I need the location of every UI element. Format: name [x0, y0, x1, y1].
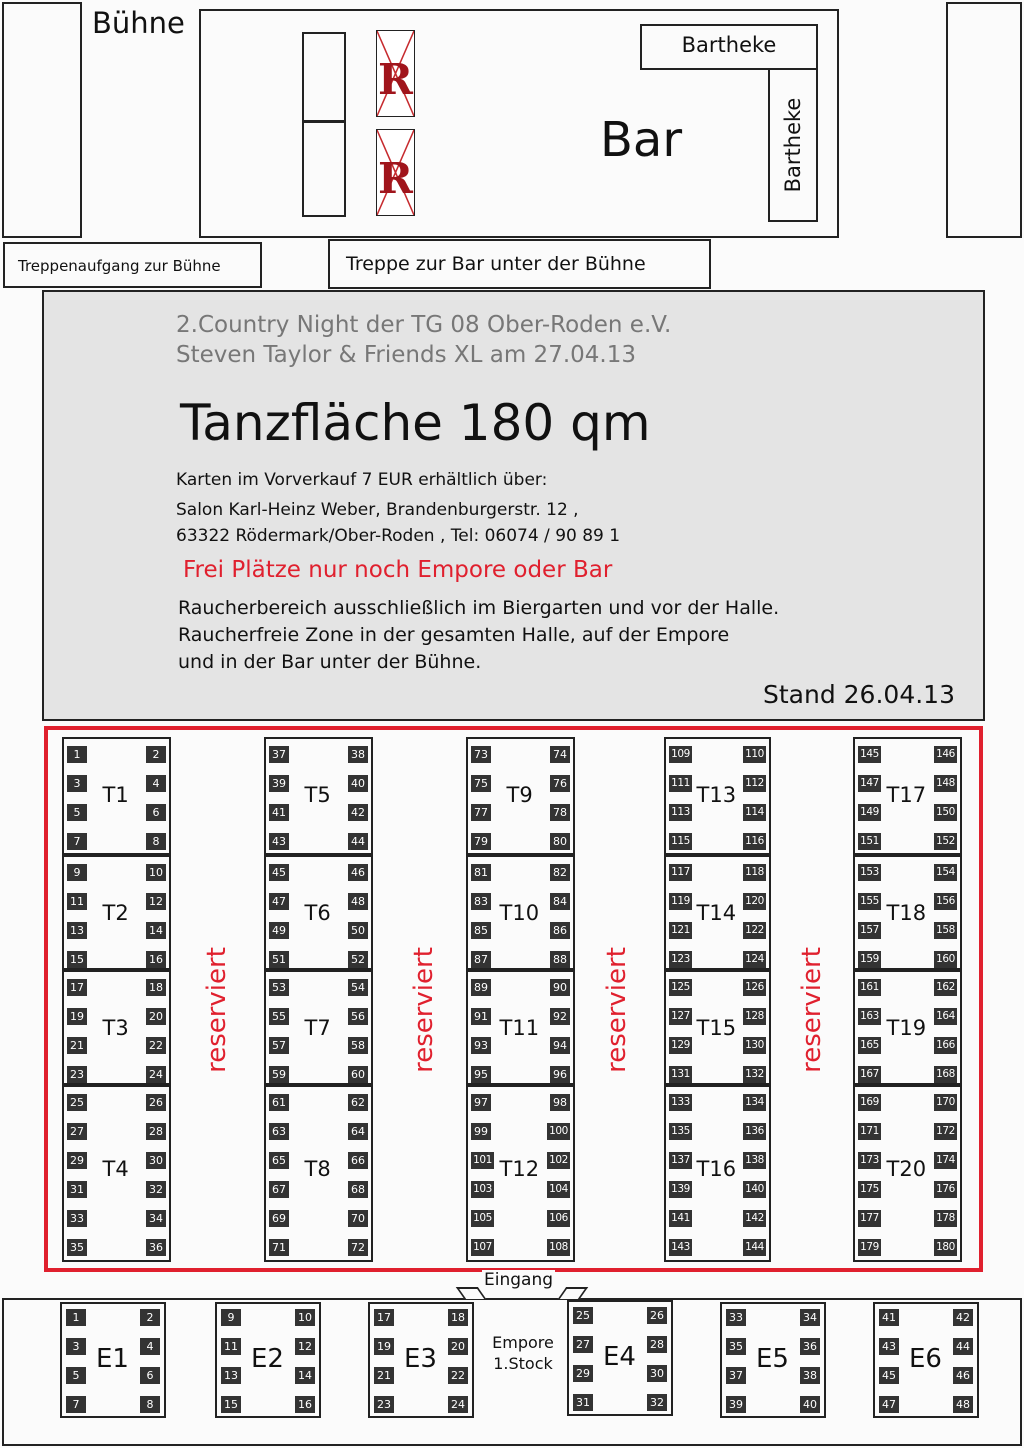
- seat-number: 153: [858, 864, 881, 881]
- seat-number: 11: [221, 1338, 241, 1355]
- seat-number: 179: [858, 1239, 881, 1256]
- seat-number: 13: [221, 1367, 241, 1384]
- smoking-note-2: Raucherfreie Zone in der gesamten Halle, auf der Empore: [178, 624, 730, 646]
- seat-number: 43: [269, 833, 289, 850]
- table-label: T14: [696, 901, 737, 925]
- table-label: T8: [304, 1157, 331, 1181]
- seat-number: 96: [550, 1066, 570, 1083]
- table-label: T5: [304, 783, 331, 807]
- event-title: 2.Country Night der TG 08 Ober-Roden e.V.: [176, 312, 672, 338]
- seat-number: 174: [934, 1152, 957, 1169]
- entrance-label: Eingang: [484, 1270, 554, 1290]
- seat-number: 4: [140, 1338, 160, 1355]
- seat-number: 111: [669, 775, 692, 792]
- seat-number: 166: [934, 1037, 957, 1054]
- seat-number: 27: [573, 1336, 593, 1353]
- seat-number: 32: [146, 1181, 166, 1198]
- seat-number: 38: [348, 746, 368, 763]
- seat-number: 22: [146, 1037, 166, 1054]
- seat-number: 69: [269, 1210, 289, 1227]
- free-seats-notice: Frei Plätze nur noch Empore oder Bar: [183, 557, 613, 583]
- seat-number: 122: [743, 922, 766, 939]
- bar-counter-side-label: Bartheke: [781, 97, 805, 193]
- seller-contact: 63322 Rödermark/Ober-Roden , Tel: 06074 / 90 89 1: [176, 526, 621, 546]
- seat-number: 80: [550, 833, 570, 850]
- seat-number: 152: [934, 833, 957, 850]
- seat-number: 38: [800, 1367, 820, 1384]
- seat-number: 175: [858, 1181, 881, 1198]
- seat-number: 148: [934, 775, 957, 792]
- seat-number: 124: [743, 951, 766, 968]
- seat-number: 41: [269, 804, 289, 821]
- seat-number: 172: [934, 1123, 957, 1140]
- seat-number: 158: [934, 922, 957, 939]
- smoking-note-3: und in der Bar unter der Bühne.: [178, 651, 482, 673]
- seat-number: 125: [669, 979, 692, 996]
- seat-number: 44: [348, 833, 368, 850]
- seat-number: 89: [471, 979, 491, 996]
- seat-number: 108: [547, 1239, 570, 1256]
- seat-number: 145: [858, 746, 881, 763]
- seat-number: 173: [858, 1152, 881, 1169]
- table-label: E1: [96, 1344, 129, 1374]
- table-label: T2: [102, 901, 129, 925]
- seat-number: 132: [743, 1066, 766, 1083]
- seat-number: 46: [348, 864, 368, 881]
- seat-number: 46: [953, 1367, 973, 1384]
- seat-number: 97: [471, 1094, 491, 1111]
- seat-number: 51: [269, 951, 289, 968]
- seat-number: 130: [743, 1037, 766, 1054]
- seat-number: 70: [348, 1210, 368, 1227]
- seat-number: 95: [471, 1066, 491, 1083]
- gallery-label-2: 1.Stock: [493, 1354, 553, 1373]
- seat-number: 157: [858, 922, 881, 939]
- seat-number: 136: [743, 1123, 766, 1140]
- table-label: T1: [102, 783, 129, 807]
- seat-number: 100: [547, 1123, 570, 1140]
- seat-number: 104: [547, 1181, 570, 1198]
- seat-number: 62: [348, 1094, 368, 1111]
- seat-number: 8: [146, 833, 166, 850]
- seat-number: 18: [146, 979, 166, 996]
- seat-number: 119: [669, 893, 692, 910]
- seat-number: 20: [448, 1338, 468, 1355]
- seat-number: 48: [348, 893, 368, 910]
- table-label: E3: [404, 1344, 437, 1374]
- seat-number: 126: [743, 979, 766, 996]
- seat-number: 1: [66, 1309, 86, 1326]
- seat-number: 26: [146, 1094, 166, 1111]
- seat-number: 156: [934, 893, 957, 910]
- seat-number: 54: [348, 979, 368, 996]
- seat-number: 42: [348, 804, 368, 821]
- table-label: E2: [251, 1344, 284, 1374]
- table-label: T7: [304, 1016, 331, 1040]
- seat-number: 133: [669, 1094, 692, 1111]
- seat-number: 106: [547, 1210, 570, 1227]
- table-label: T20: [886, 1157, 927, 1181]
- seat-number: 55: [269, 1008, 289, 1025]
- reserved-aisle-label: reserviert: [602, 947, 632, 1073]
- seat-number: 56: [348, 1008, 368, 1025]
- table-label: T11: [499, 1016, 540, 1040]
- seat-number: 180: [934, 1239, 957, 1256]
- seat-number: 109: [669, 746, 692, 763]
- seat-number: 7: [67, 833, 87, 850]
- tickets-heading: Karten im Vorverkauf 7 EUR erhältlich über:: [176, 470, 548, 490]
- seat-number: 39: [269, 775, 289, 792]
- seat-number: 71: [269, 1239, 289, 1256]
- seat-number: 90: [550, 979, 570, 996]
- seat-number: 45: [269, 864, 289, 881]
- seat-number: 37: [269, 746, 289, 763]
- seat-number: 14: [295, 1367, 315, 1384]
- seat-number: 105: [471, 1210, 494, 1227]
- seat-number: 117: [669, 864, 692, 881]
- seat-number: 36: [800, 1338, 820, 1355]
- seat-number: 58: [348, 1037, 368, 1054]
- seat-number: 44: [953, 1338, 973, 1355]
- seat-number: 139: [669, 1181, 692, 1198]
- table-label: T6: [304, 901, 331, 925]
- seat-number: 10: [146, 864, 166, 881]
- seat-number: 77: [471, 804, 491, 821]
- seat-number: 43: [879, 1338, 899, 1355]
- seat-number: 9: [221, 1309, 241, 1326]
- seat-number: 103: [471, 1181, 494, 1198]
- seat-number: 33: [726, 1309, 746, 1326]
- seat-number: 141: [669, 1210, 692, 1227]
- seat-number: 140: [743, 1181, 766, 1198]
- seat-number: 17: [374, 1309, 394, 1326]
- seat-number: 116: [743, 833, 766, 850]
- seat-number: 91: [471, 1008, 491, 1025]
- seat-number: 21: [67, 1037, 87, 1054]
- seat-number: 35: [726, 1338, 746, 1355]
- seat-number: 17: [67, 979, 87, 996]
- seat-number: 52: [348, 951, 368, 968]
- seat-number: 59: [269, 1066, 289, 1083]
- table-label: T19: [886, 1016, 927, 1040]
- seat-number: 131: [669, 1066, 692, 1083]
- seat-number: 12: [146, 893, 166, 910]
- seat-number: 48: [953, 1396, 973, 1413]
- seat-number: 20: [146, 1008, 166, 1025]
- seat-number: 3: [66, 1338, 86, 1355]
- seat-number: 87: [471, 951, 491, 968]
- seat-number: 165: [858, 1037, 881, 1054]
- seat-number: 16: [295, 1396, 315, 1413]
- seat-number: 6: [140, 1367, 160, 1384]
- table-label: E5: [756, 1344, 789, 1374]
- seat-number: 142: [743, 1210, 766, 1227]
- seat-number: 86: [550, 922, 570, 939]
- seat-number: 147: [858, 775, 881, 792]
- event-subtitle: Steven Taylor & Friends XL am 27.04.13: [176, 342, 636, 368]
- seat-number: 177: [858, 1210, 881, 1227]
- seat-number: 21: [374, 1367, 394, 1384]
- seat-number: 146: [934, 746, 957, 763]
- seat-number: 24: [448, 1396, 468, 1413]
- seat-number: 29: [67, 1152, 87, 1169]
- seat-number: 26: [647, 1307, 667, 1324]
- seat-number: 176: [934, 1181, 957, 1198]
- seat-number: 151: [858, 833, 881, 850]
- seat-number: 50: [348, 922, 368, 939]
- seat-number: 81: [471, 864, 491, 881]
- seat-number: 1: [67, 746, 87, 763]
- seat-number: 149: [858, 804, 881, 821]
- seat-number: 6: [146, 804, 166, 821]
- seat-number: 164: [934, 1008, 957, 1025]
- seat-number: 76: [550, 775, 570, 792]
- seat-number: 15: [67, 951, 87, 968]
- seat-number: 47: [269, 893, 289, 910]
- seat-number: 45: [879, 1367, 899, 1384]
- seat-number: 23: [67, 1066, 87, 1083]
- seat-number: 64: [348, 1123, 368, 1140]
- seat-number: 118: [743, 864, 766, 881]
- seat-number: 160: [934, 951, 957, 968]
- seat-number: 15: [221, 1396, 241, 1413]
- seat-number: 72: [348, 1239, 368, 1256]
- seat-number: 178: [934, 1210, 957, 1227]
- seat-number: 14: [146, 922, 166, 939]
- table-label: T16: [696, 1157, 737, 1181]
- seat-number: 5: [67, 804, 87, 821]
- reserved-aisle-label: reserviert: [202, 947, 232, 1073]
- seat-number: 31: [573, 1394, 593, 1411]
- reserved-aisle-label: reserviert: [409, 947, 439, 1073]
- seat-number: 8: [140, 1396, 160, 1413]
- seat-number: 18: [448, 1309, 468, 1326]
- seat-number: 66: [348, 1152, 368, 1169]
- seat-number: 4: [146, 775, 166, 792]
- seat-number: 121: [669, 922, 692, 939]
- seat-number: 84: [550, 893, 570, 910]
- status-date: Stand 26.04.13: [763, 680, 955, 709]
- stage-label: Bühne: [92, 6, 185, 40]
- seat-number: 123: [669, 951, 692, 968]
- seat-number: 120: [743, 893, 766, 910]
- seat-number: 2: [140, 1309, 160, 1326]
- seat-number: 144: [743, 1239, 766, 1256]
- seat-number: 162: [934, 979, 957, 996]
- seat-number: 107: [471, 1239, 494, 1256]
- seat-number: 163: [858, 1008, 881, 1025]
- seat-number: 13: [67, 922, 87, 939]
- seat-number: 23: [374, 1396, 394, 1413]
- seat-number: 11: [67, 893, 87, 910]
- table-label: E6: [909, 1344, 942, 1374]
- table-label: T10: [499, 901, 540, 925]
- seat-number: 150: [934, 804, 957, 821]
- seat-number: 36: [146, 1239, 166, 1256]
- seat-number: 19: [374, 1338, 394, 1355]
- seat-number: 114: [743, 804, 766, 821]
- seat-number: 94: [550, 1037, 570, 1054]
- seat-number: 134: [743, 1094, 766, 1111]
- seat-number: 102: [547, 1152, 570, 1169]
- seat-number: 9: [67, 864, 87, 881]
- seat-number: 169: [858, 1094, 881, 1111]
- table-label: T4: [102, 1157, 129, 1181]
- seat-number: 161: [858, 979, 881, 996]
- seat-number: 135: [669, 1123, 692, 1140]
- seat-number: 98: [550, 1094, 570, 1111]
- table-label: T18: [886, 901, 927, 925]
- seat-number: 143: [669, 1239, 692, 1256]
- seat-number: 78: [550, 804, 570, 821]
- seat-number: 137: [669, 1152, 692, 1169]
- seat-number: 40: [800, 1396, 820, 1413]
- seat-number: 53: [269, 979, 289, 996]
- seller-address: Salon Karl-Heinz Weber, Brandenburgerstr. 12 ,: [176, 500, 579, 520]
- seat-number: 41: [879, 1309, 899, 1326]
- seat-number: 101: [471, 1152, 494, 1169]
- seat-number: 61: [269, 1094, 289, 1111]
- seat-number: 33: [67, 1210, 87, 1227]
- seat-number: 93: [471, 1037, 491, 1054]
- seat-number: 154: [934, 864, 957, 881]
- seat-number: 57: [269, 1037, 289, 1054]
- seat-number: 170: [934, 1094, 957, 1111]
- seat-number: 3: [67, 775, 87, 792]
- seat-number: 32: [647, 1394, 667, 1411]
- bar-label: Bar: [600, 112, 683, 168]
- table-label: T15: [696, 1016, 737, 1040]
- seat-number: 171: [858, 1123, 881, 1140]
- table-label: T9: [506, 783, 533, 807]
- reserved-mark: R: [378, 154, 413, 203]
- seat-number: 113: [669, 804, 692, 821]
- seat-number: 34: [146, 1210, 166, 1227]
- table-label: T3: [102, 1016, 129, 1040]
- seat-number: 85: [471, 922, 491, 939]
- seat-number: 35: [67, 1239, 87, 1256]
- stairs-stage-label: Treppenaufgang zur Bühne: [18, 257, 221, 275]
- seat-number: 65: [269, 1152, 289, 1169]
- seat-number: 24: [146, 1066, 166, 1083]
- seat-number: 37: [726, 1367, 746, 1384]
- table-label: T17: [886, 783, 927, 807]
- seat-number: 159: [858, 951, 881, 968]
- seat-number: 2: [146, 746, 166, 763]
- seat-number: 12: [295, 1338, 315, 1355]
- seat-number: 39: [726, 1396, 746, 1413]
- seat-number: 25: [67, 1094, 87, 1111]
- table-label: T12: [499, 1157, 540, 1181]
- reserved-aisle-label: reserviert: [797, 947, 827, 1073]
- seat-number: 82: [550, 864, 570, 881]
- seat-number: 25: [573, 1307, 593, 1324]
- seat-number: 92: [550, 1008, 570, 1025]
- seat-number: 110: [743, 746, 766, 763]
- seat-number: 49: [269, 922, 289, 939]
- seat-number: 167: [858, 1066, 881, 1083]
- seat-number: 30: [146, 1152, 166, 1169]
- seat-number: 67: [269, 1181, 289, 1198]
- seat-number: 28: [146, 1123, 166, 1140]
- seat-number: 63: [269, 1123, 289, 1140]
- seat-number: 30: [647, 1365, 667, 1382]
- smoking-note-1: Raucherbereich ausschließlich im Biergarten und vor der Halle.: [178, 597, 780, 619]
- seat-number: 7: [66, 1396, 86, 1413]
- seat-number: 88: [550, 951, 570, 968]
- seat-number: 155: [858, 893, 881, 910]
- seat-number: 16: [146, 951, 166, 968]
- seat-number: 29: [573, 1365, 593, 1382]
- table-label: T13: [696, 783, 737, 807]
- seat-number: 19: [67, 1008, 87, 1025]
- seat-number: 5: [66, 1367, 86, 1384]
- seat-number: 40: [348, 775, 368, 792]
- seat-number: 75: [471, 775, 491, 792]
- seat-number: 128: [743, 1008, 766, 1025]
- seat-number: 129: [669, 1037, 692, 1054]
- seat-number: 112: [743, 775, 766, 792]
- stairs-bar-label: Treppe zur Bar unter der Bühne: [346, 253, 646, 275]
- seat-number: 27: [67, 1123, 87, 1140]
- seat-number: 83: [471, 893, 491, 910]
- seat-number: 168: [934, 1066, 957, 1083]
- seat-number: 28: [647, 1336, 667, 1353]
- seat-number: 138: [743, 1152, 766, 1169]
- gallery-label-1: Empore: [492, 1333, 554, 1352]
- seat-number: 31: [67, 1181, 87, 1198]
- seat-number: 10: [295, 1309, 315, 1326]
- seat-number: 47: [879, 1396, 899, 1413]
- seat-number: 115: [669, 833, 692, 850]
- seat-number: 73: [471, 746, 491, 763]
- bar-counter-top-label: Bartheke: [681, 33, 777, 57]
- table-label: E4: [603, 1342, 636, 1372]
- seat-number: 68: [348, 1181, 368, 1198]
- seat-number: 99: [471, 1123, 491, 1140]
- seat-number: 60: [348, 1066, 368, 1083]
- seat-number: 79: [471, 833, 491, 850]
- reserved-mark: R: [378, 55, 413, 104]
- seat-number: 22: [448, 1367, 468, 1384]
- dance-floor-label: Tanzfläche 180 qm: [180, 394, 651, 452]
- seat-number: 42: [953, 1309, 973, 1326]
- seat-number: 127: [669, 1008, 692, 1025]
- seat-number: 34: [800, 1309, 820, 1326]
- seat-number: 74: [550, 746, 570, 763]
